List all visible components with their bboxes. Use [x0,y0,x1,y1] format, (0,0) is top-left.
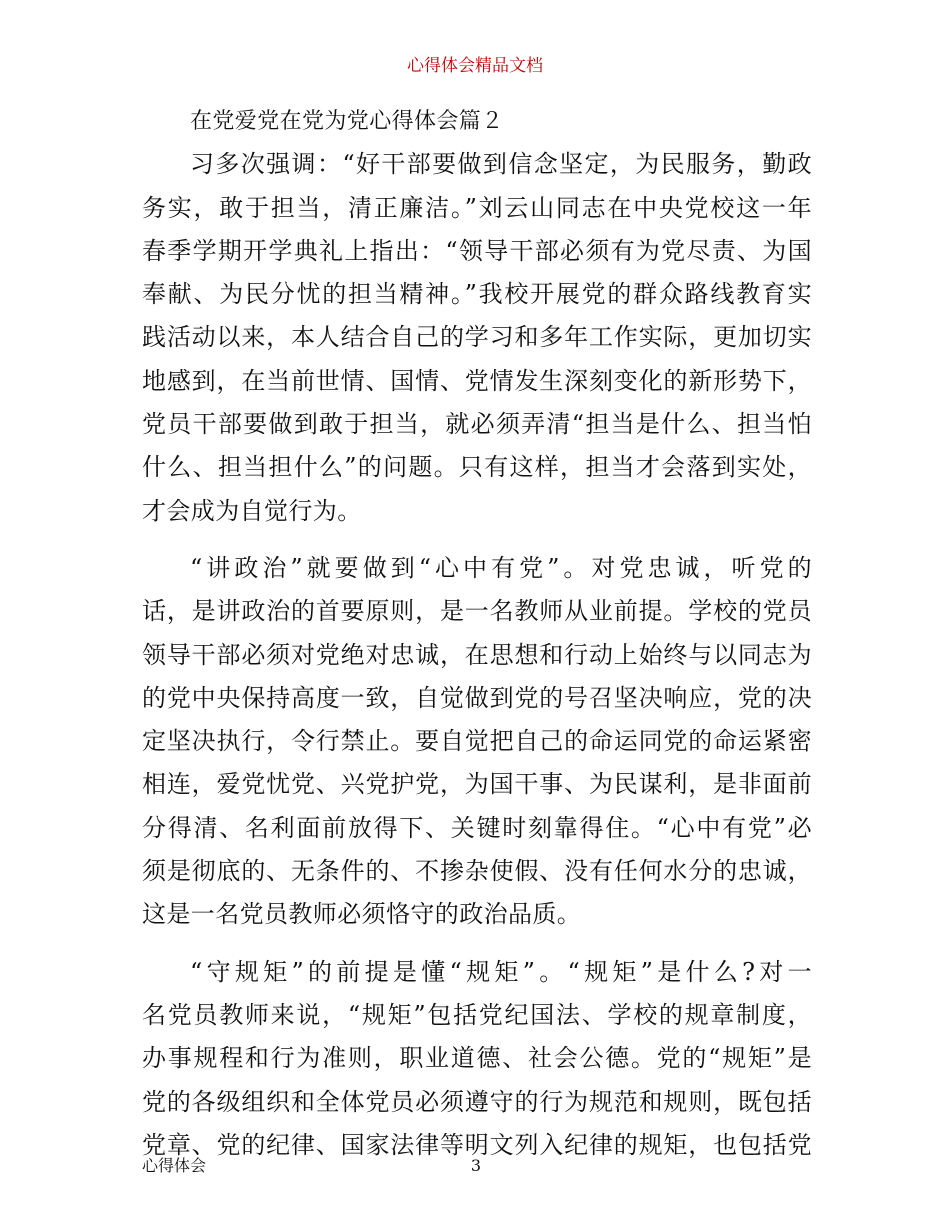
text-line: “讲政治”就要做到“心中有党”。对党忠诚，听党的 [190,553,812,582]
text-line: 党章、党的纪律、国家法律等明文列入纪律的规矩，也包括党 [142,1130,812,1159]
paragraph-spacer [142,937,812,951]
text-line: 地感到，在当前世情、国情、党情发生深刻变化的新形势下， [142,366,812,395]
text-line: 务实，敢于担当，清正廉洁。”刘云山同志在中央党校这一年 [142,193,812,222]
text-line: 奉献、为民分忧的担当精神。”我校开展党的群众路线教育实 [142,280,812,309]
footer-label: 心得体会 [142,1156,207,1175]
text-line: 才会成为自觉行为。 [142,496,362,525]
text-line: 这是一名党员教师必须恪守的政治品质。 [142,900,582,929]
paragraph-1 [142,143,812,533]
page-number: 3 [470,1156,482,1175]
text-line: 习多次强调：“好干部要做到信念坚定，为民服务，勤政 [190,150,812,179]
document-header: 心得体会精品文档 [407,56,543,76]
text-line: 须是彻底的、无条件的、不掺杂使假、没有任何水分的忠诚， [142,857,812,886]
paragraph-2 [142,547,812,937]
text-line: 办事规程和行为准则，职业道德、社会公德。党的“规矩”是 [142,1044,812,1073]
document-body [142,100,812,1167]
paragraph-3 [142,951,812,1167]
text-line: 的党中央保持高度一致，自觉做到党的号召坚决响应，党的决 [142,683,812,712]
paragraph-spacer [142,533,812,547]
text-line: 践活动以来，本人结合自己的学习和多年工作实际，更加切实 [142,323,812,352]
text-line: 话，是讲政治的首要原则，是一名教师从业前提。学校的党员 [142,597,812,626]
text-line: 定坚决执行，令行禁止。要自觉把自己的命运同党的命运紧密 [142,727,812,756]
text-line: 相连，爱党忧党、兴党护党，为国干事、为民谋利，是非面前 [142,770,812,799]
text-line: “守规矩”的前提是懂“规矩”。“规矩”是什么?对一 [190,957,812,986]
text-line: 党员干部要做到敢于担当，就必须弄清“担当是什么、担当怕 [142,410,812,439]
text-line: 春季学期开学典礼上指出：“领导干部必须有为党尽责、为国 [142,236,812,265]
text-line: 党的各级组织和全体党员必须遵守的行为规范和规则，既包括 [142,1087,812,1116]
document-heading: 在党爱党在党为党心得体会篇２ [190,109,504,134]
text-line: 领导干部必须对党绝对忠诚，在思想和行动上始终与以同志为 [142,640,812,669]
text-line: 名党员教师来说，“规矩”包括党纪国法、学校的规章制度， [142,1000,812,1029]
text-line: 什么、担当担什么”的问题。只有这样，担当才会落到实处， [142,453,812,482]
text-line: 分得清、名利面前放得下、关键时刻靠得住。“心中有党”必 [142,813,812,842]
